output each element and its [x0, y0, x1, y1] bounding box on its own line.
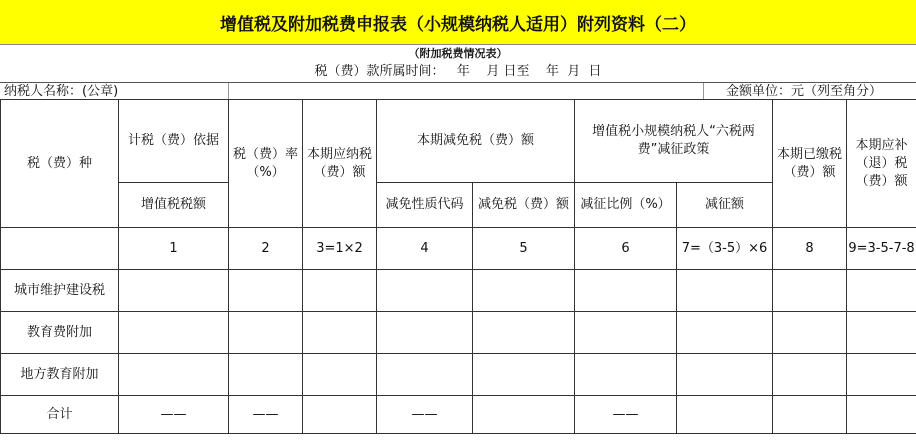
input-cell[interactable]	[847, 312, 916, 354]
column-number-cell: 4	[377, 228, 473, 270]
column-number-cell: 2	[229, 228, 303, 270]
column-number-cell: 9=3-5-7-8	[847, 228, 916, 270]
tax-period: 税（费）款所属时间： 年 月 日至 年 月 日	[314, 64, 602, 79]
input-cell[interactable]	[773, 396, 847, 434]
header-tax-type: 税（费）种	[1, 100, 119, 228]
divider	[228, 83, 229, 100]
input-cell[interactable]	[119, 354, 229, 396]
total-dash-cell: ——	[229, 396, 303, 434]
input-cell[interactable]	[119, 312, 229, 354]
row-label-local-education: 地方教育附加	[1, 354, 119, 396]
header-reduction-amount: 减免税（费）额	[473, 183, 575, 228]
input-cell[interactable]	[677, 270, 773, 312]
total-dash-cell: ——	[575, 396, 677, 434]
input-cell[interactable]	[303, 270, 377, 312]
total-dash-cell: ——	[377, 396, 473, 434]
input-cell[interactable]	[575, 270, 677, 312]
input-cell[interactable]	[303, 354, 377, 396]
input-cell[interactable]	[303, 396, 377, 434]
payer-name-label: 纳税人名称：(公章)	[4, 84, 119, 99]
input-cell[interactable]	[677, 354, 773, 396]
header-basis: 计税（费）依据	[119, 100, 229, 183]
input-cell[interactable]	[473, 270, 575, 312]
header-paid: 本期已缴税（费）额	[773, 100, 847, 228]
input-cell[interactable]	[229, 354, 303, 396]
input-cell[interactable]	[473, 312, 575, 354]
row-label-urban-maintenance: 城市维护建设税	[1, 270, 119, 312]
row-label-education-surcharge: 教育费附加	[1, 312, 119, 354]
form-title: 增值税及附加税费申报表（小规模纳税人适用）附列资料（二）	[0, 0, 916, 45]
total-dash-cell: ——	[119, 396, 229, 434]
input-cell[interactable]	[677, 396, 773, 434]
header-reduction-code: 减免性质代码	[377, 183, 473, 228]
total-row	[1, 396, 916, 434]
row-label-total: 合计	[1, 396, 119, 434]
column-number-cell	[1, 228, 119, 270]
header-refund: 本期应补（退）税（费）额	[847, 100, 916, 228]
header-rate: 税（费）率（%）	[229, 100, 303, 228]
input-cell[interactable]	[575, 354, 677, 396]
input-cell[interactable]	[773, 270, 847, 312]
column-number-cell: 1	[119, 228, 229, 270]
header-payable: 本期应纳税（费）额	[303, 100, 377, 228]
column-number-cell: 7=（3-5）×6	[677, 228, 773, 270]
input-cell[interactable]	[229, 312, 303, 354]
column-number-cell: 5	[473, 228, 575, 270]
input-cell[interactable]	[473, 354, 575, 396]
column-number-cell: 8	[773, 228, 847, 270]
divider	[703, 83, 704, 100]
header-policy-ratio: 减征比例（%）	[575, 183, 677, 228]
header-vat-amount: 增值税税额	[119, 183, 229, 228]
input-cell[interactable]	[847, 396, 916, 434]
input-cell[interactable]	[473, 396, 575, 434]
input-cell[interactable]	[229, 270, 303, 312]
input-cell[interactable]	[119, 270, 229, 312]
input-cell[interactable]	[677, 312, 773, 354]
input-cell[interactable]	[377, 270, 473, 312]
amount-unit-label: 金额单位：元（列至角分）	[725, 84, 882, 99]
column-number-cell: 3=1×2	[303, 228, 377, 270]
input-cell[interactable]	[575, 312, 677, 354]
input-cell[interactable]	[773, 312, 847, 354]
input-cell[interactable]	[377, 354, 473, 396]
input-cell[interactable]	[847, 354, 916, 396]
input-cell[interactable]	[303, 312, 377, 354]
header-policy: 增值税小规模纳税人“六税两费”减征政策	[575, 100, 773, 183]
input-cell[interactable]	[377, 312, 473, 354]
payer-info-row	[0, 82, 916, 100]
input-cell[interactable]	[847, 270, 916, 312]
header-policy-amount: 减征额	[677, 183, 773, 228]
form-subtitle: （附加税费情况表）	[408, 47, 508, 60]
column-number-cell: 6	[575, 228, 677, 270]
surtax-table	[0, 99, 916, 434]
header-reduction: 本期减免税（费）额	[377, 100, 575, 183]
table-row	[1, 354, 916, 396]
table-row	[1, 270, 916, 312]
input-cell[interactable]	[773, 354, 847, 396]
table-row	[1, 312, 916, 354]
